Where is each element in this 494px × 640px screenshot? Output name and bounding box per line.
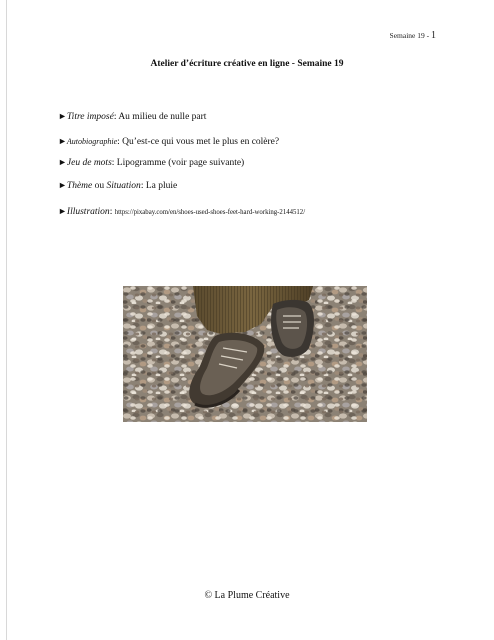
item-value: La pluie: [145, 181, 178, 191]
illustration-photo-worn-shoes-on-pebbles: [123, 286, 367, 422]
illustration-url-link[interactable]: https://pixabay.com/en/shoes-used-shoes-feet-hard-working-2144512/: [114, 209, 306, 216]
item-jeu-de-mots: ►Jeu de mots: Lipogramme (voir page suivante): [58, 157, 245, 168]
item-titre-impose: ►Titre imposé: Au milieu de nulle part: [58, 111, 207, 122]
page-number: 1: [431, 30, 436, 41]
bullet-arrow-icon: ►: [58, 206, 67, 216]
item-label: Illustration: [66, 207, 110, 217]
item-value: Qu’est-ce qui vous met le plus en colère?: [122, 137, 280, 147]
item-autobiographie: ►Autobiographie: Qu’est-ce qui vous met le plus en colère?: [58, 136, 280, 147]
item-label: Titre imposé: [66, 112, 114, 122]
page-title: Atelier d’écriture créative en ligne - Semaine 19: [150, 59, 344, 69]
item-label-theme: Thème: [66, 181, 93, 191]
item-value: Lipogramme (voir page suivante): [116, 158, 245, 168]
page-header: [390, 30, 436, 41]
item-theme-situation: ►Thème ou Situation: La pluie: [58, 180, 178, 191]
item-illustration: ►Illustration: https://pixabay.com/en/shoes-used-shoes-feet-hard-working-2144512/: [58, 206, 306, 217]
header-week-label: Semaine 19 -: [389, 31, 430, 40]
item-label-situation: Situation: [106, 181, 141, 191]
bullet-arrow-icon: ►: [58, 180, 67, 190]
bullet-arrow-icon: ►: [58, 157, 67, 167]
item-label: Jeu de mots: [66, 158, 112, 168]
item-value: Au milieu de nulle part: [118, 112, 207, 122]
page-edge-line: [6, 0, 7, 640]
bullet-arrow-icon: ►: [58, 136, 67, 146]
bullet-arrow-icon: ►: [58, 111, 67, 121]
item-label: Autobiographie: [66, 137, 118, 146]
copyright-footer: © La Plume Créative: [204, 590, 290, 601]
